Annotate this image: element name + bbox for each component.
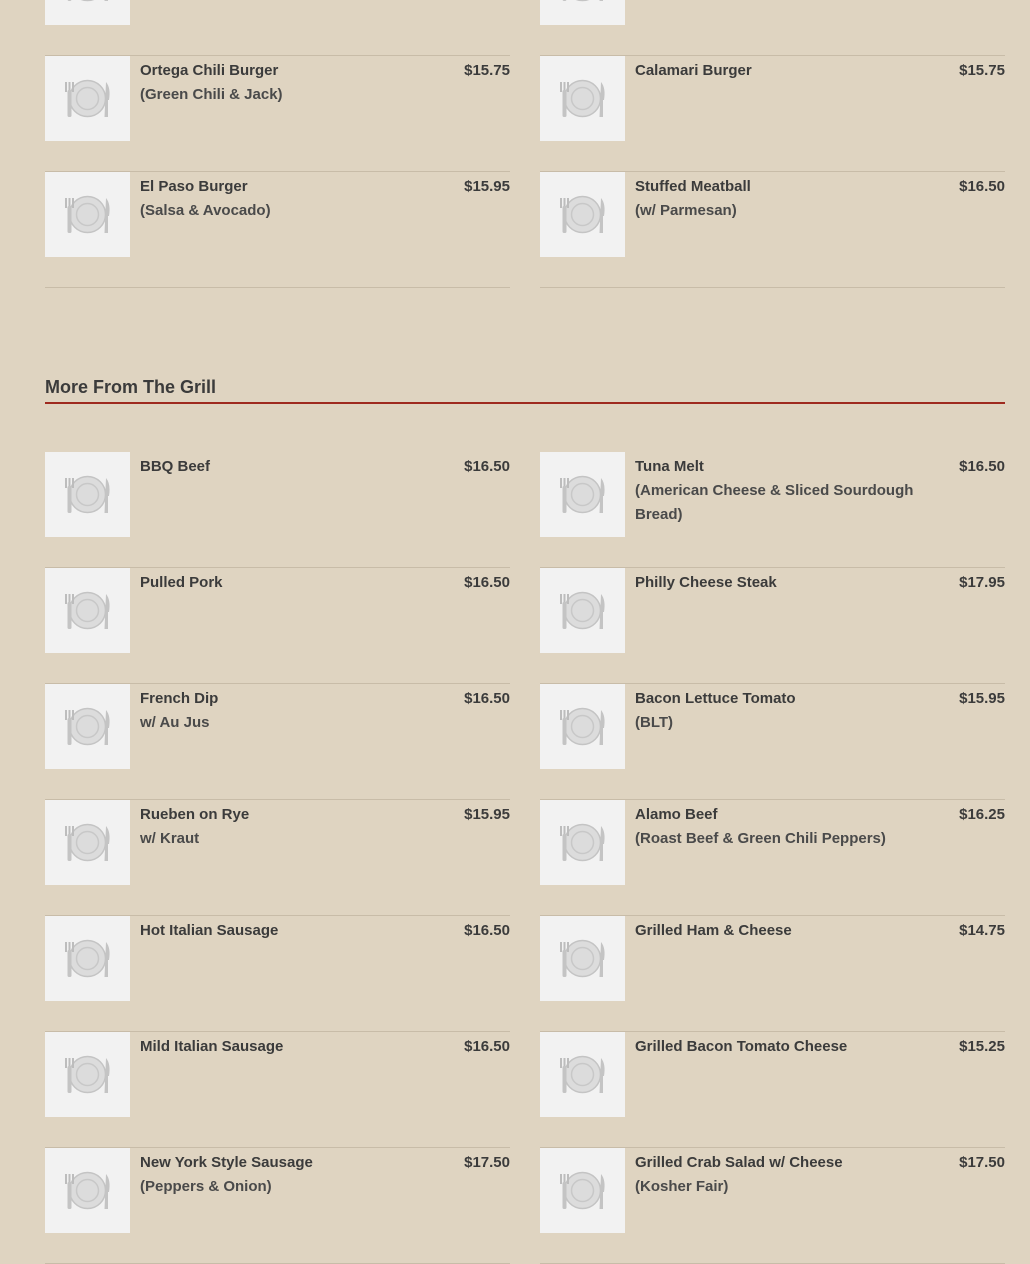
item-description: (BLT): [635, 714, 674, 731]
section-heading: [45, 376, 1005, 404]
plate-fork-knife-icon: [540, 1032, 625, 1117]
item-price: $16.50: [464, 574, 510, 591]
item-price: $15.75: [959, 62, 1005, 79]
item-price: $16.50: [464, 690, 510, 707]
plate-fork-knife-icon: [45, 916, 130, 1001]
menu-item[interactable]: [540, 1032, 1005, 1148]
item-description: (Roast Beef & Green Chili Peppers): [635, 830, 886, 847]
item-price: $17.50: [959, 1154, 1005, 1171]
item-description: w/ Kraut: [140, 830, 200, 847]
item-price: $15.75: [464, 62, 510, 79]
item-description: (Peppers & Onion): [140, 1178, 272, 1195]
plate-fork-knife-icon: [45, 684, 130, 769]
plate-fork-knife-icon: [540, 452, 625, 537]
item-price: $16.25: [959, 806, 1005, 823]
item-name: New York Style Sausage: [140, 1154, 313, 1171]
item-description: (w/ Parmesan): [635, 202, 737, 219]
plate-fork-knife-icon: [540, 1148, 625, 1233]
plate-fork-knife-icon: [540, 56, 625, 141]
menu-item[interactable]: [45, 172, 510, 288]
menu-item[interactable]: [45, 800, 510, 916]
menu-item[interactable]: [540, 684, 1005, 800]
item-name: Calamari Burger: [635, 62, 752, 79]
item-description: (Green Chili & Jack): [140, 86, 283, 103]
item-name: Grilled Bacon Tomato Cheese: [635, 1038, 848, 1055]
item-name: Grilled Crab Salad w/ Cheese: [635, 1154, 843, 1171]
plate-fork-knife-icon: [45, 452, 130, 537]
item-name: Bacon Lettuce Tomato: [635, 690, 796, 707]
item-description: (Kosher Fair): [635, 1178, 729, 1195]
menu-item[interactable]: [45, 452, 510, 568]
plate-fork-knife-icon: [540, 568, 625, 653]
item-name: Hot Italian Sausage: [140, 922, 279, 939]
item-price: $14.75: [959, 922, 1005, 939]
item-price: $15.95: [464, 806, 510, 823]
item-price: $15.95: [464, 178, 510, 195]
plate-fork-knife-icon: [540, 172, 625, 257]
item-price: $17.95: [959, 574, 1005, 591]
menu-item[interactable]: [45, 1148, 510, 1264]
item-price: $17.50: [464, 1154, 510, 1171]
section-title: More From The Grill: [45, 377, 217, 397]
item-price: $15.25: [959, 1038, 1005, 1055]
menu-item[interactable]: [45, 1032, 510, 1148]
item-name: Ortega Chili Burger: [140, 62, 279, 79]
menu-item[interactable]: [540, 916, 1005, 1032]
item-name: Mild Italian Sausage: [140, 1038, 284, 1055]
item-price: $16.50: [464, 922, 510, 939]
item-price: $16.50: [959, 458, 1005, 475]
menu-item[interactable]: [540, 568, 1005, 684]
item-name: French Dip: [140, 690, 219, 707]
item-name: BBQ Beef: [140, 458, 211, 475]
item-description: w/ Au Jus: [140, 714, 210, 731]
item-description: (Salsa & Avocado): [140, 202, 271, 219]
menu-item[interactable]: [540, 452, 1005, 568]
plate-fork-knife-icon: [45, 1148, 130, 1233]
plate-fork-knife-icon: [540, 916, 625, 1001]
plate-fork-knife-icon: [45, 0, 130, 25]
item-name: El Paso Burger: [140, 178, 248, 195]
item-description: (American Cheese & Sliced Sourdough Bread): [635, 482, 914, 523]
item-name: Tuna Melt: [635, 458, 704, 475]
plate-fork-knife-icon: [45, 56, 130, 141]
item-name: Grilled Ham & Cheese: [635, 922, 792, 939]
plate-fork-knife-icon: [540, 0, 625, 25]
menu-grid-grill: [45, 452, 1005, 1264]
plate-fork-knife-icon: [45, 568, 130, 653]
plate-fork-knife-icon: [45, 800, 130, 885]
plate-fork-knife-icon: [45, 172, 130, 257]
item-name: Philly Cheese Steak: [635, 574, 777, 591]
menu-item[interactable]: [540, 172, 1005, 288]
item-name: Pulled Pork: [140, 574, 223, 591]
item-name: Alamo Beef: [635, 806, 718, 823]
menu-item[interactable]: [45, 684, 510, 800]
menu-item[interactable]: [540, 1148, 1005, 1264]
menu-item[interactable]: [540, 800, 1005, 916]
menu-grid-burgers: [45, 0, 1005, 288]
item-name: Stuffed Meatball: [635, 178, 751, 195]
item-price: $16.50: [464, 458, 510, 475]
plate-fork-knife-icon: [45, 1032, 130, 1117]
item-price: $16.50: [464, 1038, 510, 1055]
item-name: Rueben on Rye: [140, 806, 250, 823]
plate-fork-knife-icon: [540, 684, 625, 769]
menu-item[interactable]: [45, 916, 510, 1032]
item-price: $15.95: [959, 690, 1005, 707]
menu-item[interactable]: [45, 56, 510, 172]
plate-fork-knife-icon: [540, 800, 625, 885]
menu-item[interactable]: [540, 0, 1005, 56]
menu-item[interactable]: [540, 56, 1005, 172]
menu-item[interactable]: [45, 568, 510, 684]
item-price: $16.50: [959, 178, 1005, 195]
menu-item[interactable]: [45, 0, 510, 56]
